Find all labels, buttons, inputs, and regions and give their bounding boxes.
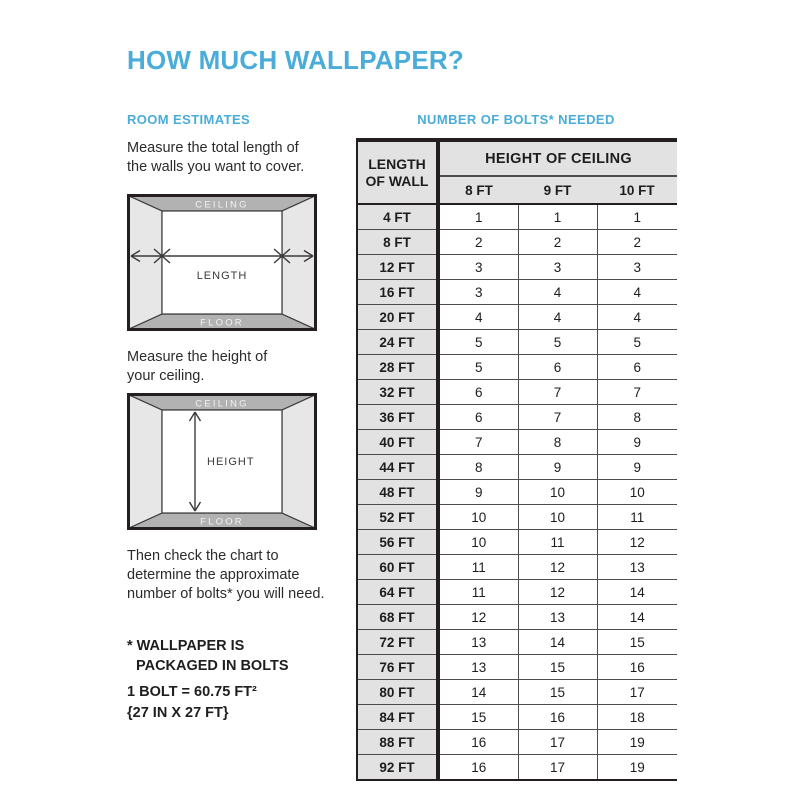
ceiling-label: CEILING xyxy=(195,199,249,211)
bolt-count-cell: 13 xyxy=(438,630,518,655)
bolt-count-cell: 8 xyxy=(438,455,518,480)
floor-label: FLOOR xyxy=(200,317,244,329)
bolt-count-cell: 5 xyxy=(438,330,518,355)
bolt-count-cell: 15 xyxy=(518,680,597,705)
bolt-count-cell: 3 xyxy=(518,255,597,280)
wall-length-cell: 8 FT xyxy=(357,230,438,255)
table-row xyxy=(357,730,677,755)
table-row xyxy=(357,655,677,680)
bolt-count-cell: 4 xyxy=(438,305,518,330)
bolt-count-cell: 3 xyxy=(438,280,518,305)
bolt-count-cell: 18 xyxy=(597,705,677,730)
instruction-line: your ceiling. xyxy=(127,368,205,384)
table-row xyxy=(357,330,677,355)
table-row xyxy=(357,305,677,330)
column-header-8ft: 8 FT xyxy=(438,176,518,204)
table-row xyxy=(357,630,677,655)
bolt-count-cell: 9 xyxy=(597,430,677,455)
bolt-count-cell: 4 xyxy=(597,280,677,305)
bolt-count-cell: 17 xyxy=(518,755,597,781)
bolt-count-cell: 15 xyxy=(597,630,677,655)
page-title: HOW MUCH WALLPAPER? xyxy=(127,45,464,76)
header-line: LENGTH xyxy=(368,155,426,172)
bolt-count-cell: 16 xyxy=(597,655,677,680)
bolt-count-cell: 10 xyxy=(518,505,597,530)
bolt-count-cell: 2 xyxy=(597,230,677,255)
bolt-count-cell: 13 xyxy=(438,655,518,680)
table-row xyxy=(357,430,677,455)
bolt-count-cell: 3 xyxy=(438,255,518,280)
instruction-line: Measure the total length of xyxy=(127,140,299,156)
bolt-count-cell: 10 xyxy=(518,480,597,505)
bolt-count-cell: 1 xyxy=(518,204,597,230)
bolt-spec-line: 1 BOLT = 60.75 FT² xyxy=(127,684,257,700)
bolt-count-cell: 11 xyxy=(518,530,597,555)
instruction-check-chart xyxy=(127,547,324,604)
bolt-count-cell: 6 xyxy=(438,380,518,405)
instruction-line: the walls you want to cover. xyxy=(127,159,305,175)
bolt-count-cell: 7 xyxy=(597,380,677,405)
table-row xyxy=(357,505,677,530)
wall-length-cell: 48 FT xyxy=(357,480,438,505)
bolt-count-cell: 2 xyxy=(518,230,597,255)
wall-length-cell: 24 FT xyxy=(357,330,438,355)
bolt-count-cell: 13 xyxy=(597,555,677,580)
table-row xyxy=(357,255,677,280)
wall-length-cell: 56 FT xyxy=(357,530,438,555)
bolt-count-cell: 10 xyxy=(597,480,677,505)
table-row xyxy=(357,530,677,555)
wall-length-cell: 16 FT xyxy=(357,280,438,305)
wall-length-cell: 32 FT xyxy=(357,380,438,405)
bolt-count-cell: 9 xyxy=(597,455,677,480)
floor-label: FLOOR xyxy=(200,516,244,528)
bolt-count-cell: 10 xyxy=(438,505,518,530)
wall-length-cell: 4 FT xyxy=(357,204,438,230)
bolt-count-cell: 1 xyxy=(597,204,677,230)
bolt-count-cell: 19 xyxy=(597,755,677,781)
instruction-line: number of bolts* you will need. xyxy=(127,586,325,602)
wall-length-cell: 36 FT xyxy=(357,405,438,430)
bolt-count-cell: 16 xyxy=(438,755,518,781)
room-height-diagram xyxy=(127,393,317,530)
table-row xyxy=(357,455,677,480)
bolts-table-container xyxy=(356,138,677,781)
room-estimates-heading: ROOM ESTIMATES xyxy=(127,112,251,127)
bolt-count-cell: 11 xyxy=(438,555,518,580)
room-length-diagram xyxy=(127,194,317,331)
bolt-count-cell: 8 xyxy=(518,430,597,455)
bolt-size-spec xyxy=(127,682,257,724)
bolt-count-cell: 6 xyxy=(438,405,518,430)
bolt-count-cell: 16 xyxy=(518,705,597,730)
bolt-count-cell: 14 xyxy=(597,580,677,605)
wall-length-cell: 52 FT xyxy=(357,505,438,530)
bolt-count-cell: 11 xyxy=(438,580,518,605)
bolt-count-cell: 7 xyxy=(518,405,597,430)
bolt-count-cell: 4 xyxy=(518,280,597,305)
bolt-count-cell: 17 xyxy=(597,680,677,705)
table-row xyxy=(357,755,677,781)
height-label: HEIGHT xyxy=(207,456,255,468)
table-row xyxy=(357,480,677,505)
bolts-needed-heading: NUMBER OF BOLTS* NEEDED xyxy=(417,112,615,127)
table-row xyxy=(357,380,677,405)
right-wall-plane xyxy=(282,395,315,528)
wallpaper-bolts-footnote xyxy=(127,636,289,676)
table-row xyxy=(357,204,677,230)
wall-length-cell: 72 FT xyxy=(357,630,438,655)
bolt-count-cell: 9 xyxy=(438,480,518,505)
bolt-count-cell: 12 xyxy=(518,580,597,605)
wall-length-cell: 40 FT xyxy=(357,430,438,455)
bolt-count-cell: 12 xyxy=(518,555,597,580)
bolt-count-cell: 14 xyxy=(438,680,518,705)
ceiling-label: CEILING xyxy=(195,398,249,410)
bolt-count-cell: 4 xyxy=(597,305,677,330)
wall-length-cell: 88 FT xyxy=(357,730,438,755)
table-row xyxy=(357,605,677,630)
left-wall-plane xyxy=(129,196,162,329)
bolt-count-cell: 12 xyxy=(438,605,518,630)
bolt-count-cell: 14 xyxy=(518,630,597,655)
column-header-9ft: 9 FT xyxy=(518,176,597,204)
height-of-ceiling-header: HEIGHT OF CEILING xyxy=(438,140,677,176)
instruction-line: Then check the chart to xyxy=(127,548,279,564)
wall-length-cell: 76 FT xyxy=(357,655,438,680)
bolt-count-cell: 16 xyxy=(438,730,518,755)
bolt-count-cell: 6 xyxy=(597,355,677,380)
wall-length-cell: 12 FT xyxy=(357,255,438,280)
instruction-measure-length xyxy=(127,139,304,177)
bolt-count-cell: 7 xyxy=(518,380,597,405)
bolt-count-cell: 19 xyxy=(597,730,677,755)
bolt-count-cell: 8 xyxy=(597,405,677,430)
table-row xyxy=(357,405,677,430)
bolt-count-cell: 14 xyxy=(597,605,677,630)
footnote-line: * WALLPAPER IS xyxy=(127,638,245,654)
bolt-count-cell: 6 xyxy=(518,355,597,380)
back-wall-plane xyxy=(162,211,282,314)
bolt-count-cell: 1 xyxy=(438,204,518,230)
bolt-count-cell: 13 xyxy=(518,605,597,630)
bolt-count-cell: 5 xyxy=(597,330,677,355)
bolt-spec-line: {27 IN X 27 FT} xyxy=(127,705,229,721)
header-line: OF WALL xyxy=(365,172,429,189)
table-row xyxy=(357,680,677,705)
bolt-count-cell: 15 xyxy=(518,655,597,680)
wall-length-cell: 60 FT xyxy=(357,555,438,580)
wall-length-cell: 80 FT xyxy=(357,680,438,705)
bolt-table-body xyxy=(357,204,677,780)
table-row xyxy=(357,355,677,380)
length-of-wall-header xyxy=(357,140,438,204)
bolt-count-cell: 2 xyxy=(438,230,518,255)
wall-length-cell: 92 FT xyxy=(357,755,438,781)
footnote-line: PACKAGED IN BOLTS xyxy=(136,658,289,674)
wall-length-cell: 64 FT xyxy=(357,580,438,605)
bolt-count-cell: 3 xyxy=(597,255,677,280)
table-row xyxy=(357,705,677,730)
bolt-count-cell: 10 xyxy=(438,530,518,555)
table-row xyxy=(357,280,677,305)
instruction-line: Measure the height of xyxy=(127,349,268,365)
instruction-measure-height xyxy=(127,348,267,386)
bolt-count-cell: 5 xyxy=(438,355,518,380)
wall-length-cell: 68 FT xyxy=(357,605,438,630)
bolt-count-cell: 17 xyxy=(518,730,597,755)
wall-length-cell: 44 FT xyxy=(357,455,438,480)
bolt-count-cell: 9 xyxy=(518,455,597,480)
bolt-count-cell: 11 xyxy=(597,505,677,530)
wall-length-cell: 28 FT xyxy=(357,355,438,380)
length-label: LENGTH xyxy=(196,270,248,282)
bolts-needed-table xyxy=(356,138,677,781)
column-header-10ft: 10 FT xyxy=(597,176,677,204)
bolt-count-cell: 7 xyxy=(438,430,518,455)
bolt-count-cell: 12 xyxy=(597,530,677,555)
table-row xyxy=(357,230,677,255)
table-row xyxy=(357,580,677,605)
wall-length-cell: 84 FT xyxy=(357,705,438,730)
table-row xyxy=(357,555,677,580)
left-wall-plane xyxy=(129,395,162,528)
instruction-line: determine the approximate xyxy=(127,567,300,583)
right-wall-plane xyxy=(282,196,315,329)
table-header-row xyxy=(357,140,677,176)
bolt-count-cell: 15 xyxy=(438,705,518,730)
wall-length-cell: 20 FT xyxy=(357,305,438,330)
bolt-count-cell: 5 xyxy=(518,330,597,355)
bolt-count-cell: 4 xyxy=(518,305,597,330)
